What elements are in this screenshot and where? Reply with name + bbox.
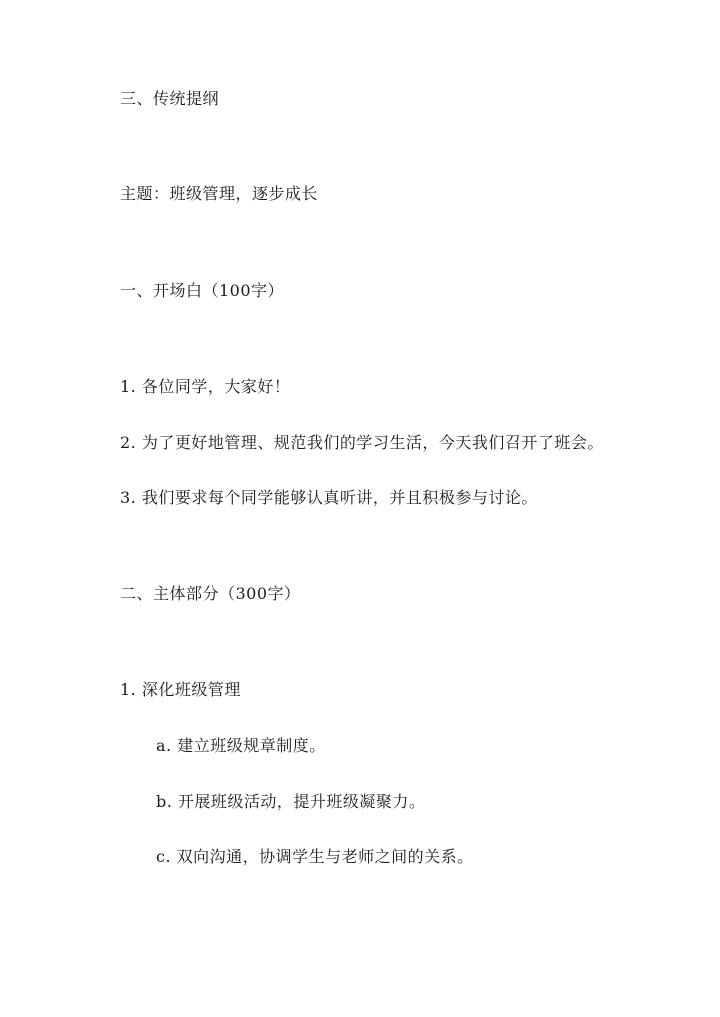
item-number: 1. (120, 680, 137, 699)
subitem-letter: c. (156, 847, 172, 866)
subitem-text: 双向沟通，协调学生与老师之间的关系。 (176, 847, 474, 866)
item-text: 为了更好地管理、规范我们的学习生活，今天我们召开了班会。 (141, 433, 604, 452)
subitem-text: 建立班级规章制度。 (177, 736, 326, 755)
subitem-letter: a. (156, 736, 172, 755)
section-1-item-1 (120, 376, 290, 398)
item-text: 深化班级管理 (141, 680, 241, 699)
section-2-title: 二、主体部分（300字） (120, 584, 301, 603)
theme-line: 主题：班级管理，逐步成长 (120, 184, 319, 203)
item-number: 3. (120, 488, 137, 507)
section-1-item-2 (120, 432, 604, 454)
section-2-item-1 (120, 679, 241, 701)
item-number: 2. (120, 433, 137, 452)
item-text: 我们要求每个同学能够认真听讲，并且积极参与讨论。 (141, 488, 538, 507)
outline-heading: 三、传统提纲 (120, 89, 220, 108)
section-1-item-3 (120, 487, 538, 509)
subitem-letter: b. (156, 792, 173, 811)
section-2-subitem-c (156, 846, 474, 868)
section-2-subitem-b (156, 791, 425, 813)
item-number: 1. (120, 377, 137, 396)
item-text: 各位同学，大家好！ (141, 377, 291, 396)
section-2-subitem-a (156, 735, 326, 757)
section-1-title: 一、开场白（100字） (120, 281, 285, 300)
subitem-text: 开展班级活动，提升班级凝聚力。 (177, 792, 426, 811)
